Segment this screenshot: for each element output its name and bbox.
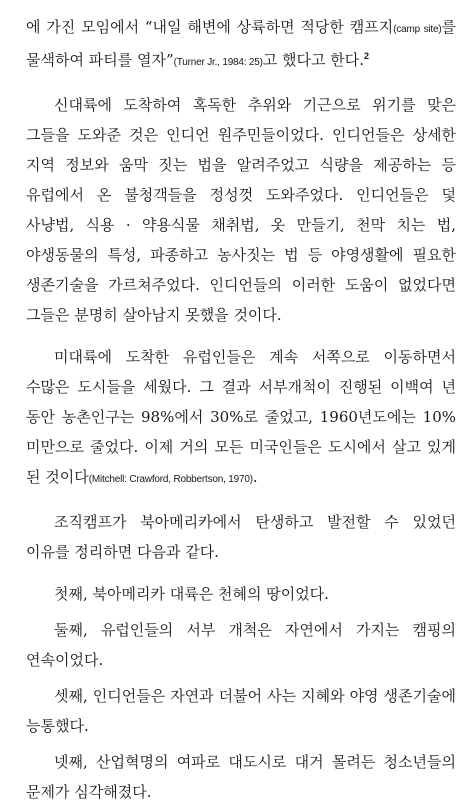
citation-mitchell: (Mitchell: Crawford, Robbertson, 1970) [88, 474, 253, 485]
paragraph-1-text-b: 를 물색하여 파티를 열자” [26, 18, 456, 69]
inline-term-camp-site: (camp site) [393, 24, 442, 35]
paragraph-1-text-c: 고 했다고 한다. [262, 51, 365, 69]
list-item-fourth: 넷째, 산업혁명의 여파로 대도시로 대거 몰려든 청소년들의 문제가 심각해졌다. [26, 753, 456, 801]
paragraph-1-text-a: 에 가진 모임에서 “내일 해변에 상륙하면 적당한 캠프지 [26, 18, 394, 36]
list-item-first: 첫째, 북아메리카 대륙은 천혜의 땅이었다. [54, 585, 329, 603]
list-item-third: 셋째, 인디언들은 자연과 더불어 사는 지혜와 야영 생존기술에 능통했다. [26, 687, 456, 735]
paragraph-2: 신대륙에 도착하여 혹독한 추위와 기근으로 위기를 맞은 그들을 도와준 것은 인디언 원주민들이었다. 인디언들은 상세한 지역 정보와 움막 짓는 법을 알려주었고 식량을 제공하는 등 유럽에서 온 불청객들을 정성껏 도와주었다. 인디언들은 덫 사냥법, 식용 · 약용식물 채취법, 옷 만들기, 천막 치는 법, 야생동물의 특성, 파종하고 농사짓는 법 등 야영생활에 필요한 생존기술을 가르쳐주었다. 인디언들의 이러한 도움이 없었다면 그들은 분명히 살아남지 못했을 것이다. [26, 96, 456, 324]
list-item-second: 둘째, 유럽인들의 서부 개척은 자연에서 가지는 캠핑의 연속이었다. [26, 621, 456, 669]
citation-turner: (Turner Jr., 1984: 25) [173, 57, 263, 68]
paragraph-3 [26, 342, 456, 495]
paragraph-3-end: . [252, 468, 258, 486]
footnote-marker: 2 [364, 51, 370, 61]
paragraph-3-text: 미대륙에 도착한 유럽인들은 계속 서쪽으로 이동하면서 수많은 도시들을 세웠다. 그 결과 서부개척이 진행된 이백여 년 동안 농촌인구는 98%에서 30%로 줄었고, 1960년도에는 10%미만으로 줄었다. 이제 거의 모든 미국인들은 도시에서 살고 있게 된 것이다 [26, 348, 456, 486]
paragraph-4: 조직캠프가 북아메리카에서 탄생하고 발전할 수 있었던 이유를 정리하면 다음과 같다. [26, 513, 456, 561]
paragraph-1 [26, 12, 456, 78]
